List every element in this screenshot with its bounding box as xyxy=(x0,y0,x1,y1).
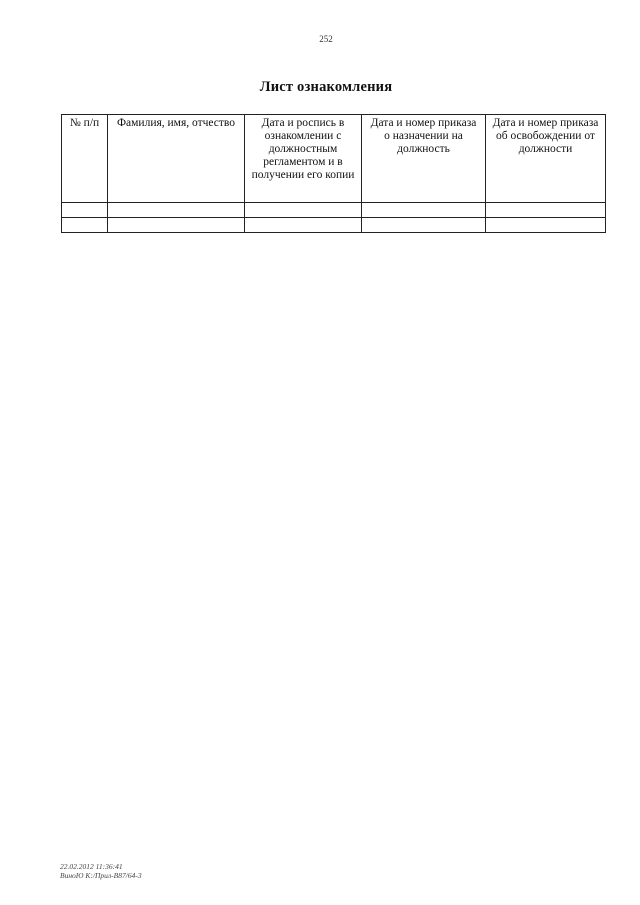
table-cell xyxy=(362,203,486,218)
table-cell xyxy=(62,203,108,218)
header-dismissal-order: Дата и номер приказа об освобождении от должности xyxy=(486,115,606,203)
acknowledgement-table xyxy=(61,114,606,233)
table-cell xyxy=(486,218,606,233)
table-cell xyxy=(108,203,245,218)
header-appointment-order: Дата и номер приказа о назначении на должность xyxy=(362,115,486,203)
document-title: Лист ознакомления xyxy=(259,79,393,95)
header-number: № п/п xyxy=(62,115,108,203)
table-header-row xyxy=(62,115,606,203)
footer-timestamp: 22.02.2012 11:36:41 xyxy=(60,862,123,871)
page-number: 252 xyxy=(319,34,333,44)
header-full-name: Фамилия, имя, отчество xyxy=(108,115,245,203)
table-cell xyxy=(486,203,606,218)
footer-file-reference: ВиноЮ К:/Прил-В87/64-3 xyxy=(60,871,142,880)
table-cell xyxy=(62,218,108,233)
table-row xyxy=(62,203,606,218)
table-cell xyxy=(108,218,245,233)
table-cell xyxy=(245,203,362,218)
table-cell xyxy=(362,218,486,233)
footer-stamp xyxy=(60,862,142,880)
header-signature-date: Дата и роспись в ознакомлении с должностным регламентом и в получении его копии xyxy=(245,115,362,203)
table-cell xyxy=(245,218,362,233)
table-row xyxy=(62,218,606,233)
